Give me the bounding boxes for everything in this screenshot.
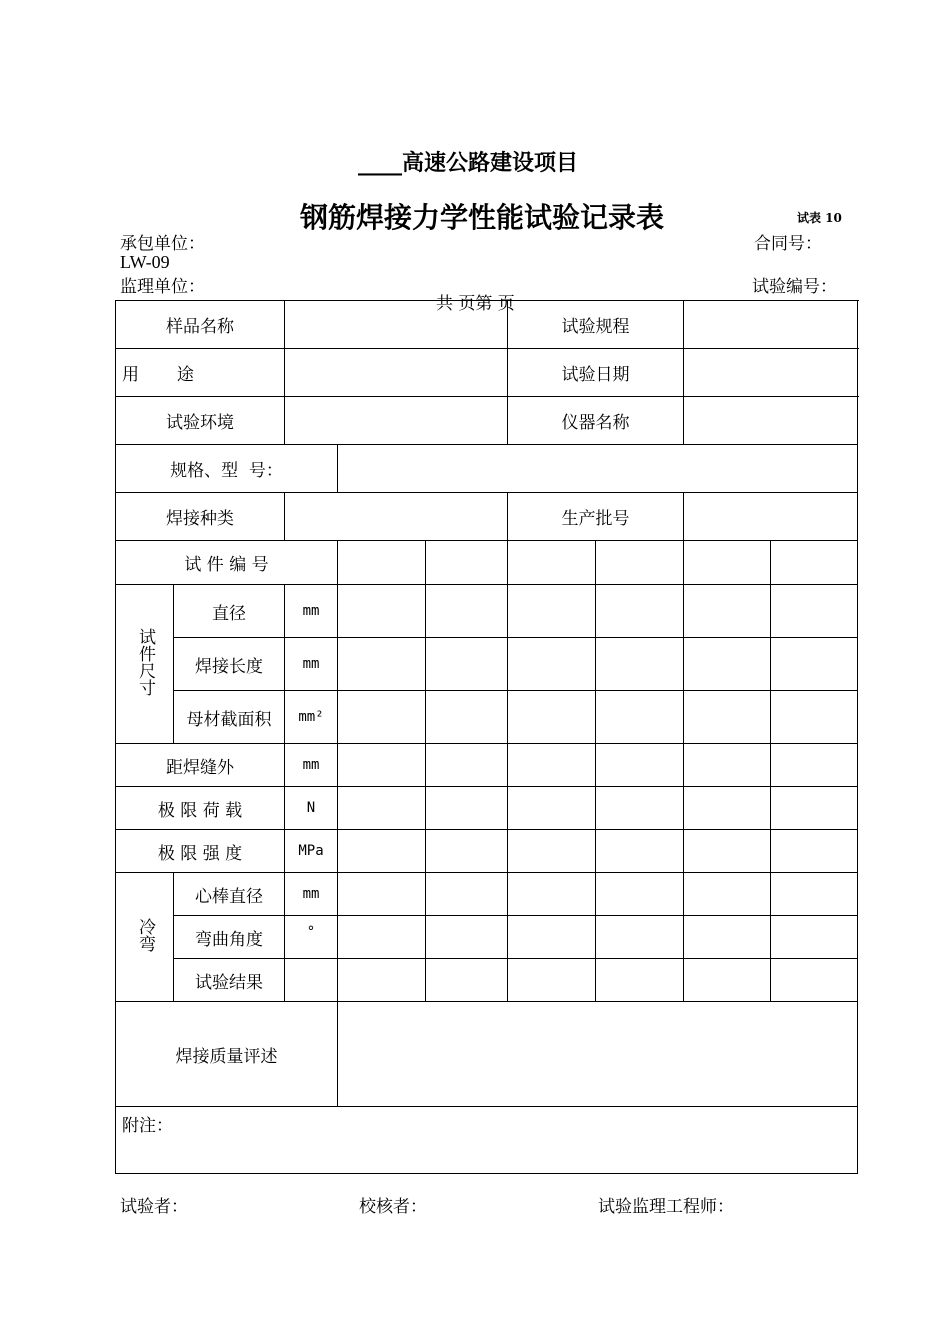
sample-name-label: 样品名称 [116,301,285,349]
cell[interactable] [338,691,426,744]
diameter-label: 直径 [174,585,285,638]
spec-model-label: 规格、型 号： [116,445,338,493]
test-procedure-value[interactable] [684,301,858,349]
size-group-label: 试件尺寸 [116,585,174,744]
row-ultimate-load [116,787,858,830]
project-title: ____高速公路建设项目 [358,150,579,176]
unit-mm2: mm² [285,691,338,744]
row-environment [116,397,858,445]
cell[interactable] [426,959,508,1002]
cell[interactable] [684,691,771,744]
cell[interactable] [508,830,596,873]
usage-label: 用 途 [116,349,285,397]
cell[interactable] [338,873,426,916]
unit-n: N [285,787,338,830]
cell[interactable] [684,830,771,873]
cell[interactable] [684,916,771,959]
weld-quality-value[interactable] [338,1002,858,1107]
cell[interactable] [426,787,508,830]
cell[interactable] [771,959,858,1002]
row-mandrel [116,873,858,916]
cell[interactable] [426,541,508,585]
batch-no-label: 生产批号 [508,493,684,541]
weld-type-label: 焊接种类 [116,493,285,541]
unit-degree: ° [285,916,338,959]
cell[interactable] [684,959,771,1002]
cell[interactable] [338,916,426,959]
cell[interactable] [771,691,858,744]
row-ultimate-strength [116,830,858,873]
cell[interactable] [684,873,771,916]
cell[interactable] [508,916,596,959]
cell[interactable] [596,873,684,916]
cell[interactable] [338,541,426,585]
cell[interactable] [771,787,858,830]
cell[interactable] [596,830,684,873]
row-spec-model [116,445,858,493]
notes-field[interactable]: 附注： [116,1107,858,1174]
row-diameter [116,585,858,638]
form-number: LW-09 [120,252,170,272]
unit-mm: mm [285,744,338,787]
weld-type-value[interactable] [285,493,508,541]
supervisor-label: 监理单位： [120,277,205,297]
contractor-label: 承包单位： [120,234,205,254]
cell[interactable] [426,830,508,873]
form-title: 钢筋焊接力学性能试验记录表 [300,201,665,234]
environment-label: 试验环境 [116,397,285,445]
cell[interactable] [338,638,426,691]
cell[interactable] [684,638,771,691]
row-weld-length [116,638,858,691]
row-usage [116,349,858,397]
instrument-value[interactable] [684,397,858,445]
cell[interactable] [508,541,596,585]
cell[interactable] [771,585,858,638]
cell[interactable] [596,959,684,1002]
unit-mm: mm [285,585,338,638]
test-number-label: 试验编号： [752,277,837,297]
test-date-label: 试验日期 [508,349,684,397]
area-label: 母材截面积 [174,691,285,744]
cell[interactable] [426,916,508,959]
row-bend-angle [116,916,858,959]
cell[interactable] [684,744,771,787]
test-record-table [115,300,858,1174]
cell[interactable] [508,585,596,638]
weld-quality-label: 焊接质量评述 [116,1002,338,1107]
cell[interactable] [426,638,508,691]
tester-label: 试验者： [120,1197,188,1217]
row-specimen-no [116,541,858,585]
cell[interactable] [508,959,596,1002]
specimen-no-label: 试 件 编 号 [116,541,338,585]
row-dist-seam [116,744,858,787]
cell[interactable] [596,787,684,830]
supervisor-engineer-label: 试验监理工程师： [598,1197,734,1217]
dist-seam-label: 距焊缝外 [116,744,285,787]
cell[interactable] [508,744,596,787]
checker-label: 校核者： [359,1197,427,1217]
cell[interactable] [508,873,596,916]
cell[interactable] [338,744,426,787]
mandrel-dia-label: 心棒直径 [174,873,285,916]
form-code: 试表 10 [797,211,842,225]
cell[interactable] [596,541,684,585]
cell[interactable] [508,787,596,830]
cell[interactable] [771,830,858,873]
page-indicator: 共 页第 页 [436,294,515,314]
ultimate-strength-label: 极 限 强 度 [116,830,285,873]
test-result-label: 试验结果 [174,959,285,1002]
cell[interactable] [684,541,771,585]
unit-mpa: MPa [285,830,338,873]
cell[interactable] [596,744,684,787]
ultimate-load-label: 极 限 荷 载 [116,787,285,830]
row-notes [116,1107,858,1174]
instrument-label: 仪器名称 [508,397,684,445]
usage-value[interactable] [285,349,508,397]
cell[interactable] [771,873,858,916]
cell[interactable] [596,916,684,959]
row-area [116,691,858,744]
cell[interactable] [771,744,858,787]
cell[interactable] [338,830,426,873]
cell[interactable] [771,916,858,959]
test-procedure-label: 试验规程 [508,301,684,349]
cell[interactable] [426,744,508,787]
test-date-value[interactable] [684,349,858,397]
cell[interactable] [426,873,508,916]
row-weld-quality [116,1002,858,1107]
cell[interactable] [684,787,771,830]
cell[interactable] [771,541,858,585]
spec-model-value[interactable] [338,445,858,493]
sample-name-value[interactable] [285,301,508,349]
cell[interactable] [426,585,508,638]
unit-mm: mm [285,638,338,691]
cell[interactable] [338,787,426,830]
cell[interactable] [338,585,426,638]
cold-bend-group-label: 冷弯 [116,873,174,1002]
cell[interactable] [596,638,684,691]
row-weld-type [116,493,858,541]
weld-length-label: 焊接长度 [174,638,285,691]
cell[interactable] [338,959,426,1002]
cell[interactable] [771,638,858,691]
unit-mm: mm [285,873,338,916]
environment-value[interactable] [285,397,508,445]
row-sample-name [116,301,858,349]
cell[interactable] [285,959,338,1002]
bend-angle-label: 弯曲角度 [174,916,285,959]
cell[interactable] [596,585,684,638]
cell[interactable] [508,638,596,691]
row-test-result [116,959,858,1002]
batch-no-value[interactable] [684,493,858,541]
cell[interactable] [508,691,596,744]
contract-no-label: 合同号： [754,234,822,254]
cell[interactable] [684,585,771,638]
cell[interactable] [596,691,684,744]
cell[interactable] [426,691,508,744]
